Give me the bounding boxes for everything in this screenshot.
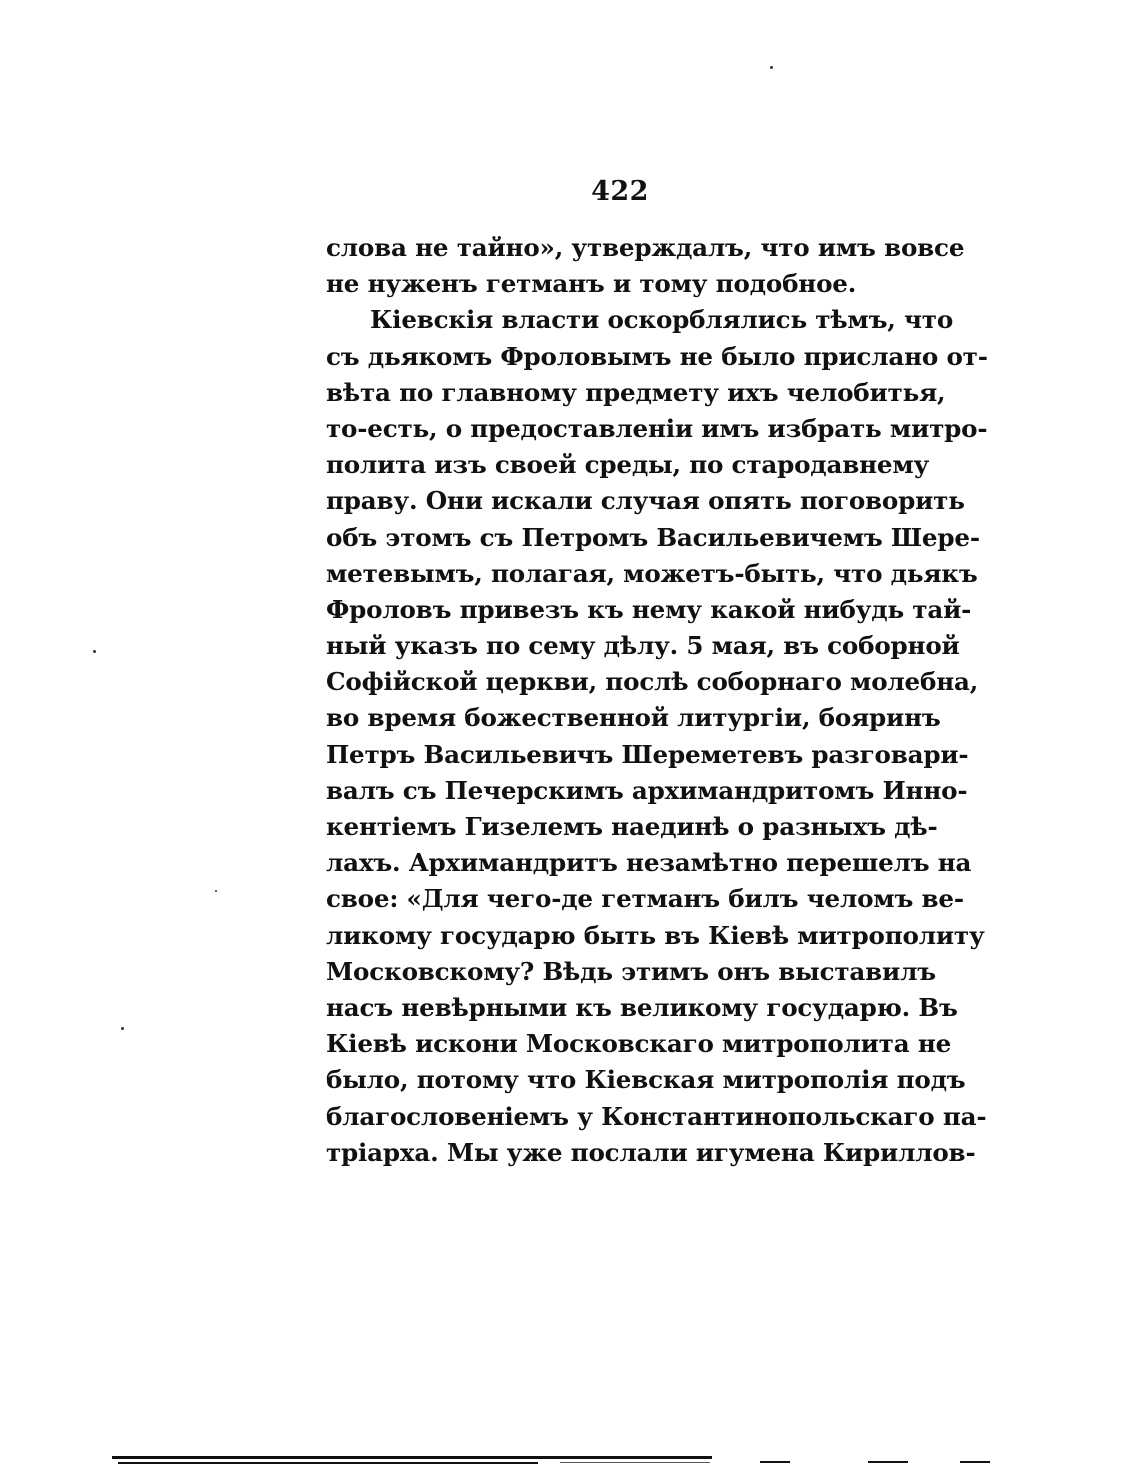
text-line: насъ невѣрными къ великому государю. Въ: [326, 992, 958, 1022]
text-line: ликому государю быть въ Кіевѣ митрополиту: [326, 920, 985, 950]
paragraph-2: [326, 302, 988, 1171]
text-line: полита изъ своей среды, по стародавнему: [326, 450, 930, 480]
text-line: Фроловъ привезъ къ нему какой нибудь тай-: [326, 594, 972, 624]
text-line: валъ съ Печерскимъ архимандритомъ Инно-: [326, 775, 968, 805]
text-line: объ этомъ съ Петромъ Васильевичемъ Шере-: [326, 522, 980, 552]
text-line: Московскому? Вѣдь этимъ онъ выставилъ: [326, 956, 936, 986]
text-line: ный указъ по сему дѣлу. 5 мая, въ соборной: [326, 631, 960, 661]
scan-speck: [93, 650, 96, 653]
text-line: Петръ Васильевичъ Шереметевъ разговари-: [326, 739, 969, 769]
text-line: праву. Они искали случая опять поговорить: [326, 486, 965, 516]
text-line: то-есть, о предоставленіи имъ избрать митро-: [326, 413, 988, 443]
text-line: свое: «Для чего-де гетманъ билъ челомъ ве-: [326, 884, 964, 914]
text-line: Софійской церкви, послѣ соборнаго молебна,: [326, 667, 979, 697]
paragraph-1: [326, 230, 965, 302]
text-line: метевымъ, полагая, можетъ-быть, что дьякъ: [326, 558, 978, 588]
text-line: тріарха. Мы уже послали игумена Кириллов-: [326, 1137, 976, 1167]
text-line: благословеніемъ у Константинопольскаго па-: [326, 1101, 987, 1131]
text-line: вѣта по главному предмету ихъ челобитья,: [326, 377, 946, 407]
scan-speck: [121, 1027, 124, 1030]
text-line: Кіевскія власти оскорблялись тѣмъ, что: [370, 305, 954, 335]
text-line: кентіемъ Гизелемъ наединѣ о разныхъ дѣ-: [326, 812, 938, 841]
scan-speck: [770, 66, 773, 69]
body-text: [326, 230, 988, 1171]
text-line: было, потому что Кіевская митрополія подъ: [326, 1065, 966, 1095]
text-line: слова не тайно», утверждалъ, что имъ вовсе: [326, 233, 965, 262]
text-line: съ дьякомъ Фроловымъ не было прислано от-: [326, 341, 988, 371]
text-line: лахъ. Архимандритъ незамѣтно перешелъ на: [326, 848, 972, 878]
text-line: Кіевѣ искони Московскаго митрополита не: [326, 1029, 952, 1059]
text-line: не нуженъ гетманъ и тому подобное.: [326, 269, 857, 299]
scan-speck: [215, 890, 217, 892]
text-line: во время божественной литургіи, бояринъ: [326, 703, 941, 733]
page-number: 422: [591, 176, 649, 207]
